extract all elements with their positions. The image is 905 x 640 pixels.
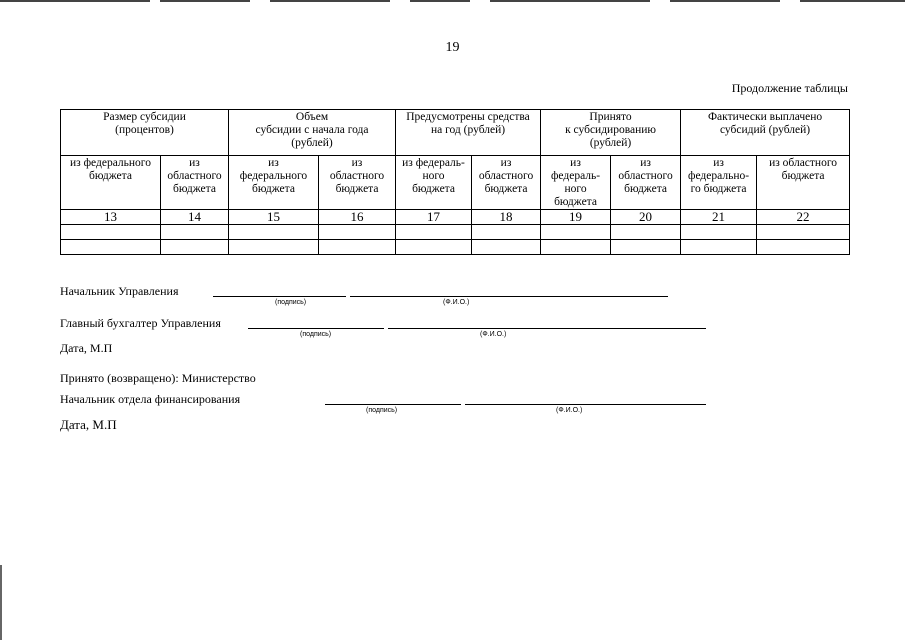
name-caption: (Ф.И.О.) [556,407,583,414]
table-group-header-row [61,110,850,156]
name-caption: (Ф.И.О.) [480,331,507,338]
head-signature-line [213,296,346,297]
column-number: 16 [319,210,396,225]
table-subheader: из федерального бюджета [61,156,161,210]
table-subheader-row [61,156,850,210]
table-group-header: Размер субсидии (процентов) [61,110,229,156]
column-number: 20 [611,210,681,225]
table-subheader: из областного бюджета [472,156,541,210]
chief-accountant-label: Главный бухгалтер Управления [60,316,221,330]
scan-edge-top [0,0,905,2]
accepted-ministry-label: Принято (возвращено): Министерство [60,371,256,385]
finance-head-label: Начальник отдела финансирования [60,392,241,406]
column-number: 15 [229,210,319,225]
table-subheader: из федерального бюджета [229,156,319,210]
name-caption: (Ф.И.О.) [443,299,470,306]
table-subheader: из федерально- го бюджета [681,156,757,210]
accountant-signature-line [248,328,384,329]
scan-edge-left [0,565,2,640]
table-group-header: Принято к субсидированию (рублей) [541,110,681,156]
table-subheader: из областного бюджета [757,156,850,210]
page-number: 19 [445,40,460,55]
table-subheader: из областного бюджета [611,156,681,210]
table-group-header: Предусмотрены средства на год (рублей) [396,110,541,156]
table-empty-row [61,225,850,240]
table-subheader: из областного бюджета [319,156,396,210]
finance-signature-line [325,404,461,405]
table-subheader: из федераль- ного бюджета [396,156,472,210]
subsidy-table [60,109,850,255]
table-subheader: из областного бюджета [161,156,229,210]
table-subheader: из федераль- ного бюджета [541,156,611,210]
table-column-number-row [61,210,850,225]
date-stamp-label: Дата, М.П [60,417,117,432]
head-of-department-label: Начальник Управления [60,284,179,298]
column-number: 17 [396,210,472,225]
column-number: 19 [541,210,611,225]
table-group-header: Объем субсидии с начала года (рублей) [229,110,396,156]
signature-caption: (подпись) [275,299,307,306]
column-number: 18 [472,210,541,225]
column-number: 14 [161,210,229,225]
accountant-name-line [388,328,706,329]
column-number: 13 [61,210,161,225]
table-continuation-label: Продолжение таблицы [731,81,848,95]
table-group-header: Фактически выплачено субсидий (рублей) [681,110,850,156]
signature-caption: (подпись) [366,407,398,414]
date-stamp-label: Дата, М.П [60,341,113,355]
column-number: 21 [681,210,757,225]
table-empty-row [61,240,850,255]
finance-name-line [465,404,706,405]
signature-caption: (подпись) [300,331,332,338]
column-number: 22 [757,210,850,225]
head-name-line [350,296,668,297]
